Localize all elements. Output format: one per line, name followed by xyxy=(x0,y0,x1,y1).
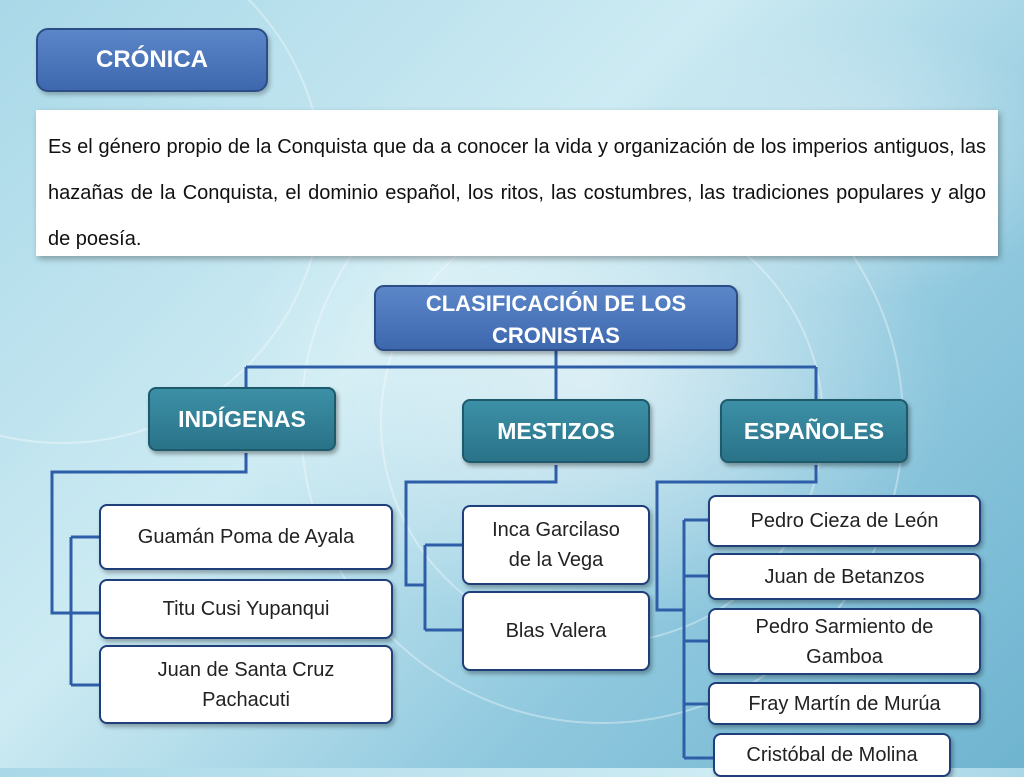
leaf-label-line1: Inca Garcilaso xyxy=(492,519,620,541)
leaf-label-line2: de la Vega xyxy=(508,549,604,571)
leaf-guaman-poma xyxy=(99,504,393,570)
title-cronica: CRÓNICA xyxy=(36,28,268,92)
leaf-cieza-de-leon xyxy=(708,495,981,547)
leaf-label: Titu Cusi Yupanqui xyxy=(162,598,330,620)
leaf-label: Fray Martín de Murúa xyxy=(748,692,941,715)
leaf-label-line2: Gamboa xyxy=(806,645,883,668)
leaf-label: Juan de Betanzos xyxy=(764,565,925,588)
leaf-sarmiento xyxy=(708,608,981,675)
leaf-blas-valera xyxy=(462,591,650,671)
leaf-label: Blas Valera xyxy=(505,620,607,642)
category-indigenas: INDÍGENAS xyxy=(148,387,336,451)
definition-text: Es el género propio de la Conquista que da a conocer la vida y organización de los imperios antiguos, las hazañas de la Conquista, el dominio español, los ritos, las costumbres, las tradiciones populares y algo de poesía. xyxy=(36,110,998,256)
leaf-label: Pedro Cieza de León xyxy=(750,510,939,532)
leaf-label-line1: Juan de Santa Cruz xyxy=(157,658,335,681)
leaf-label: Cristóbal de Molina xyxy=(746,744,918,766)
root-clasificacion xyxy=(374,285,738,351)
leaf-garcilaso xyxy=(462,505,650,585)
root-line1: CLASIFICACIÓN DE LOS xyxy=(425,291,687,316)
root-line2: CRONISTAS xyxy=(492,323,620,348)
category-mestizos: MESTIZOS xyxy=(462,399,650,463)
leaf-label: Guamán Poma de Ayala xyxy=(137,526,355,548)
leaf-betanzos xyxy=(708,553,981,600)
leaf-santa-cruz xyxy=(99,645,393,724)
category-espanoles: ESPAÑOLES xyxy=(720,399,908,463)
leaf-label-line2: Pachacuti xyxy=(202,688,290,711)
leaf-murua xyxy=(708,682,981,725)
leaf-molina xyxy=(713,733,951,777)
leaf-titu-cusi xyxy=(99,579,393,639)
leaf-label-line1: Pedro Sarmiento de xyxy=(755,615,934,638)
